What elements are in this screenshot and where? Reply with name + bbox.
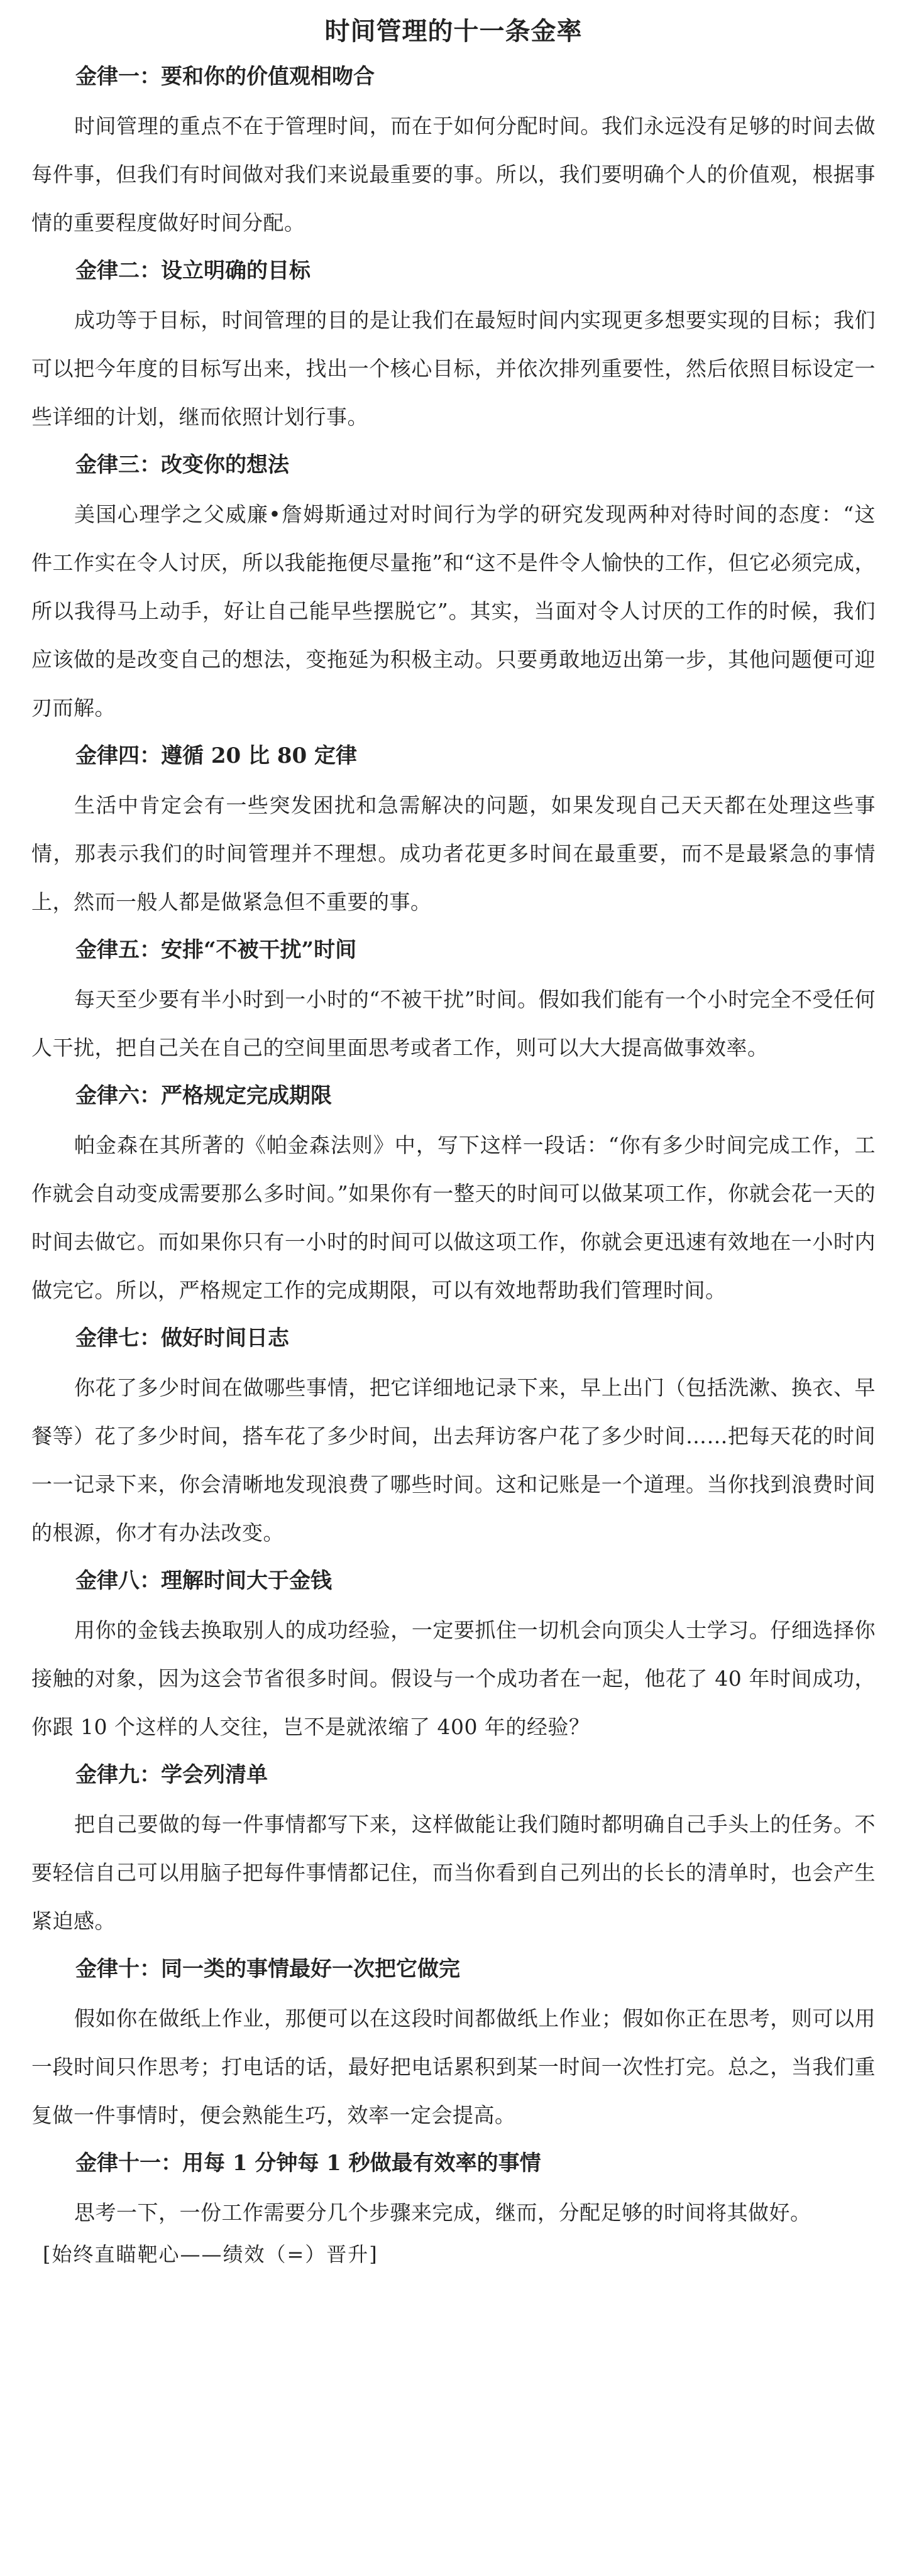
- rule-5: [31, 934, 876, 1072]
- rule-heading: 金律二：设立明确的目标: [75, 258, 311, 283]
- rule-heading: 金律三：改变你的想法: [75, 452, 289, 478]
- rule-body: 思考一下，一份工作需要分几个步骤来完成，继而，分配足够的时间将其做好。: [74, 2200, 811, 2225]
- rule-body: 时间管理的重点不在于管理时间，而在于如何分配时间。我们永远没有足够的时间去做每件事，但我们有时间做对我们来说最重要的事。所以，我们要明确个人的价值观，根据事情的重要程度做好时间分配。: [31, 114, 876, 235]
- rule-1: [31, 60, 876, 247]
- rule-heading: 金律四：遵循 20 比 80 定律: [75, 743, 357, 768]
- rule-3: [31, 449, 876, 732]
- rule-heading: 金律七：做好时间日志: [75, 1326, 289, 1351]
- rule-11: [31, 2147, 876, 2237]
- rule-body: 成功等于目标，时间管理的目的是让我们在最短时间内实现更多想要实现的目标；我们可以把今年度的目标写出来，找出一个核心目标，并依次排列重要性，然后依照目标设定一些详细的计划，继而依照计划行事。: [31, 308, 876, 429]
- rule-6: [31, 1079, 876, 1314]
- rule-body: 用你的金钱去换取别人的成功经验，一定要抓住一切机会向顶尖人士学习。仔细选择你接触的对象，因为这会节省很多时间。假设与一个成功者在一起，他花了 40 年时间成功，你跟 10 个这样的人交往，岂不是就浓缩了 400 年的经验？: [31, 1618, 876, 1739]
- rule-body: 你花了多少时间在做哪些事情，把它详细地记录下来，早上出门（包括洗漱、换衣、早餐等）花了多少时间，搭车花了多少时间，出去拜访客户花了多少时间……把每天花的时间一一记录下来，你会清晰地发现浪费了哪些时间。这和记账是一个道理。当你找到浪费时间的根源，你才有办法改变。: [31, 1375, 876, 1545]
- rule-heading: 金律六：严格规定完成期限: [75, 1083, 332, 1108]
- rule-4: [31, 740, 876, 926]
- rule-2: [31, 254, 876, 441]
- rule-9: [31, 1759, 876, 1945]
- rule-body: 帕金森在其所著的《帕金森法则》中，写下这样一段话：“你有多少时间完成工作，工作就会自动变成需要那么多时间。”如果你有一整天的时间可以做某项工作，你就会花一天的时间去做它。而如果你只有一小时的时间可以做这项工作，你就会更迅速有效地在一小时内做完它。所以，严格规定工作的完成期限，可以有效地帮助我们管理时间。: [31, 1133, 876, 1302]
- rule-heading: 金律九：学会列清单: [75, 1762, 268, 1787]
- rule-body: 生活中肯定会有一些突发困扰和急需解决的问题，如果发现自己天天都在处理这些事情，那表示我们的时间管理并不理想。成功者花更多时间在最重要，而不是最紧急的事情上，然而一般人都是做紧急但不重要的事。: [31, 793, 876, 914]
- rule-heading: 金律十一：用每 1 分钟每 1 秒做最有效率的事情: [75, 2151, 541, 2176]
- rule-body: 美国心理学之父威廉•詹姆斯通过对时间行为学的研究发现两种对待时间的态度：“这件工作实在令人讨厌，所以我能拖便尽量拖”和“这不是件令人愉快的工作，但它必须完成，所以我得马上动手，好让自己能早些摆脱它”。其实，当面对令人讨厌的工作的时候，我们应该做的是改变自己的想法，变拖延为积极主动。只要勇敢地迈出第一步，其他问题便可迎刃而解。: [31, 502, 876, 720]
- document-title: 时间管理的十一条金率: [324, 16, 583, 46]
- rule-heading: 金律十：同一类的事情最好一次把它做完: [75, 1957, 460, 1982]
- rule-8: [31, 1564, 876, 1751]
- rule-10: [31, 1953, 876, 2139]
- rule-body: 假如你在做纸上作业，那便可以在这段时间都做纸上作业；假如你正在思考，则可以用一段时间只作思考；打电话的话，最好把电话累积到某一时间一次性打完。总之，当我们重复做一件事情时，便会熟能生巧，效率一定会提高。: [31, 2006, 876, 2127]
- rule-heading: 金律五：安排“不被干扰”时间: [75, 937, 357, 963]
- rule-heading: 金律八：理解时间大于金钱: [75, 1568, 332, 1593]
- rule-body: 每天至少要有半小时到一小时的“不被干扰”时间。假如我们能有一个小时完全不受任何人干扰，把自己关在自己的空间里面思考或者工作，则可以大大提高做事效率。: [31, 987, 876, 1060]
- rule-body: 把自己要做的每一件事情都写下来，这样做能让我们随时都明确自己手头上的任务。不要轻信自己可以用脑子把每件事情都记住，而当你看到自己列出的长长的清单时，也会产生紧迫感。: [31, 1812, 876, 1933]
- rule-7: [31, 1322, 876, 1557]
- source-note: [始终直瞄靶心——绩效（=）晋升]: [43, 2242, 378, 2266]
- rule-heading: 金律一：要和你的价值观相吻合: [75, 64, 375, 89]
